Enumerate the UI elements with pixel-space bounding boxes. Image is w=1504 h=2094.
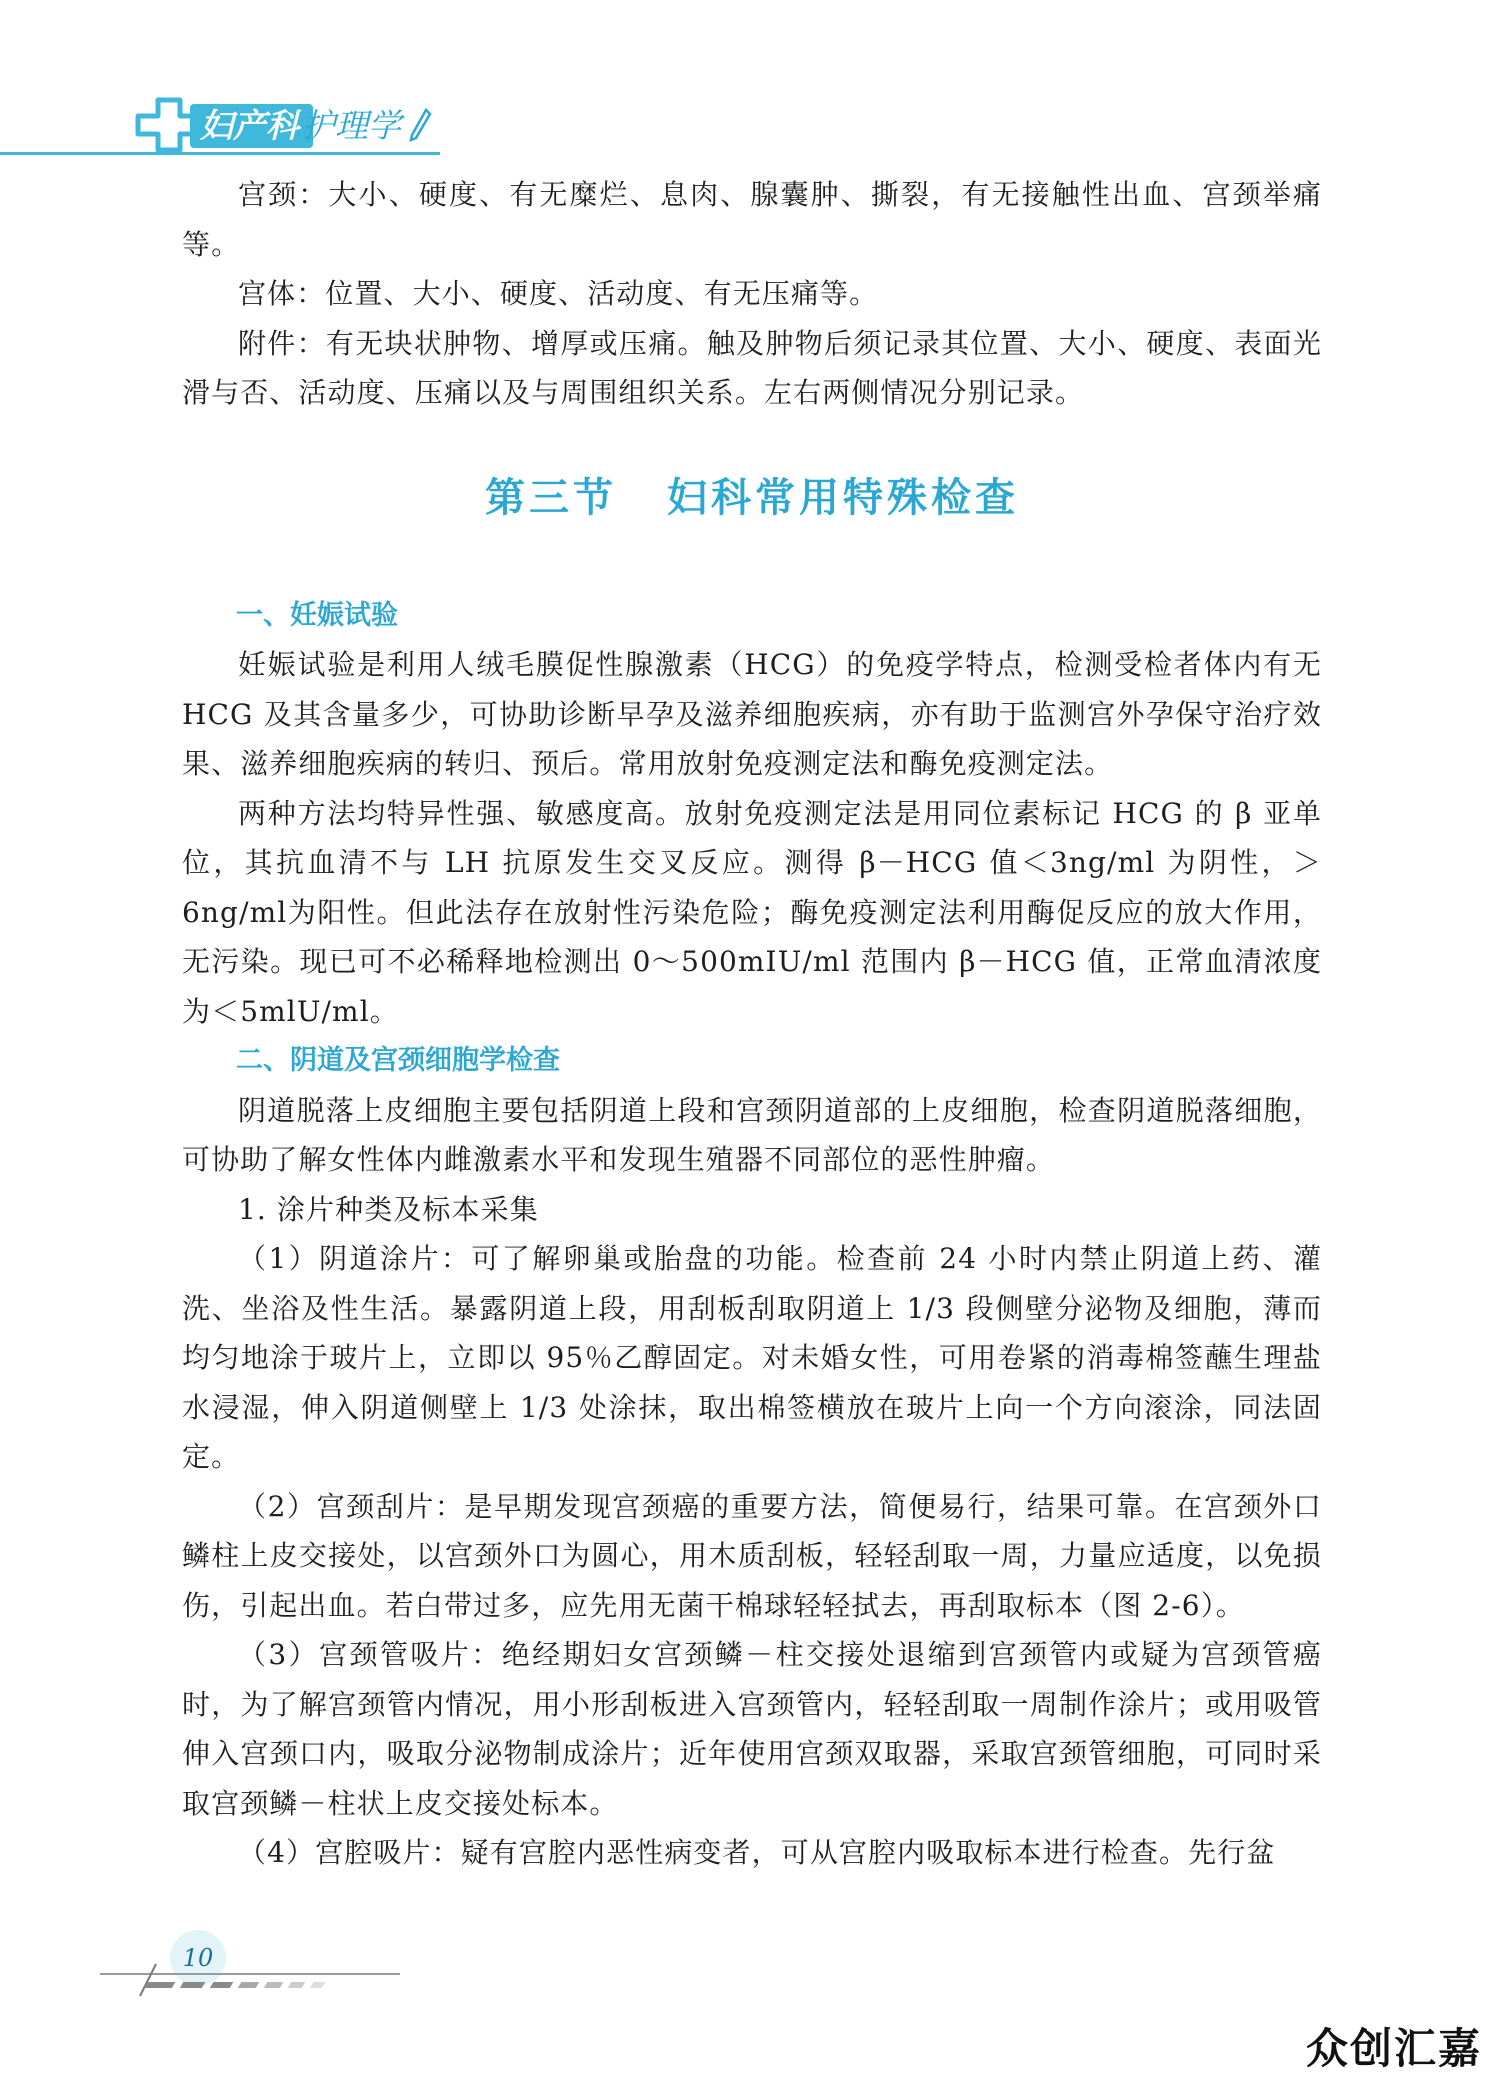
book-title-main: 妇产科 <box>190 104 313 148</box>
page-header <box>0 0 1504 160</box>
subheading-cytology: 二、阴道及宫颈细胞学检查 <box>236 1045 560 1076</box>
watermark: 众创汇嘉 <box>1305 2024 1482 2073</box>
paragraph: 两种方法均特异性强、敏感度高。放射免疫测定法是用同位素标记 HCG 的 β 亚单位，其抗血清不与 LH 抗原发生交叉反应。测得 β－HCG 值＜3ng/ml 为阴性，＞6ng/ml为阳性。但此法存在放射性污染危险；酶免疫测定法利用酶促反应的放大作用，无污染。现已可不必稀释地检测出 0～500mIU/ml 范围内 β－HCG 值，正常血清浓度为＜5mlU/ml。 <box>182 796 1322 1028</box>
page-content <box>182 170 1322 1878</box>
section-title <box>182 466 1322 523</box>
paragraph: （4）宫腔吸片：疑有宫腔内恶性病变者，可从宫腔内吸取标本进行检查。先行盆 <box>238 1836 1276 1869</box>
paragraph: 阴道脱落上皮细胞主要包括阴道上段和宫颈阴道部的上皮细胞，检查阴道脱落细胞，可协助了解女性体内雌激素水平和发现生殖器不同部位的恶性肿瘤。 <box>182 1093 1322 1176</box>
paragraph-cervix: 宫颈：大小、硬度、有无糜烂、息肉、腺囊肿、撕裂，有无接触性出血、宫颈举痛等。 <box>182 178 1322 261</box>
footer-decoration <box>100 1960 430 2006</box>
book-title-sub: 护理学 <box>302 106 401 145</box>
list-heading: 1. 涂片种类及标本采集 <box>238 1192 539 1226</box>
paragraph-uterus: 宫体：位置、大小、硬度、活动度、有无压痛等。 <box>238 277 879 310</box>
paragraph: （2）宫颈刮片：是早期发现宫颈癌的重要方法，简便易行，结果可靠。在宫颈外口鳞柱上皮交接处，以宫颈外口为圆心，用木质刮板，轻轻刮取一周，力量应适度，以免损伤，引起出血。若白带过多，应先用无菌干棉球轻轻拭去，再刮取标本（图 2-6）。 <box>182 1489 1322 1622</box>
paragraph: （1）阴道涂片：可了解卵巢或胎盘的功能。检查前 24 小时内禁止阴道上药、灌洗、坐浴及性生活。暴露阴道上段，用刮板刮取阴道上 1/3 段侧壁分泌物及细胞，薄而均匀地涂于玻片上，立即以 95％乙醇固定。对未婚女性，可用卷紧的消毒棉签蘸生理盐水浸湿，伸入阴道侧壁上 1/3 处涂抹，取出棉签横放在玻片上向一个方向滚涂，同法固定。 <box>182 1242 1322 1473</box>
paragraph-adnexa: 附件：有无块状肿物、增厚或压痛。触及肿物后须记录其位置、大小、硬度、表面光滑与否、活动度、压痛以及与周围组织关系。左右两侧情况分别记录。 <box>182 326 1322 409</box>
header-rule <box>0 152 440 155</box>
page-number: 10 <box>182 1944 214 1972</box>
subheading-pregnancy-test: 一、妊娠试验 <box>236 599 398 631</box>
section-name: 妇科常用特殊检查 <box>667 474 1019 521</box>
paragraph: 妊娠试验是利用人绒毛膜促性腺激素（HCG）的免疫学特点，检测受检者体内有无 HCG 及其含量多少，可协助诊断早孕及滋养细胞疾病，亦有助于监测宫外孕保守治疗效果、滋养细胞疾病的转归、预后。常用放射免疫测定法和酶免疫测定法。 <box>182 648 1322 780</box>
pen-icon <box>408 108 432 142</box>
section-number: 第三节 <box>485 474 617 521</box>
paragraph: （3）宫颈管吸片：绝经期妇女宫颈鳞－柱交接处退缩到宫颈管内或疑为宫颈管癌时，为了解宫颈管内情况，用小形刮板进入宫颈管内，轻轻刮取一周制作涂片；或用吸管伸入宫颈口内，吸取分泌物制成涂片；近年使用宫颈双取器，采取宫颈管细胞，可同时采取宫颈鳞－柱状上皮交接处标本。 <box>182 1638 1322 1820</box>
